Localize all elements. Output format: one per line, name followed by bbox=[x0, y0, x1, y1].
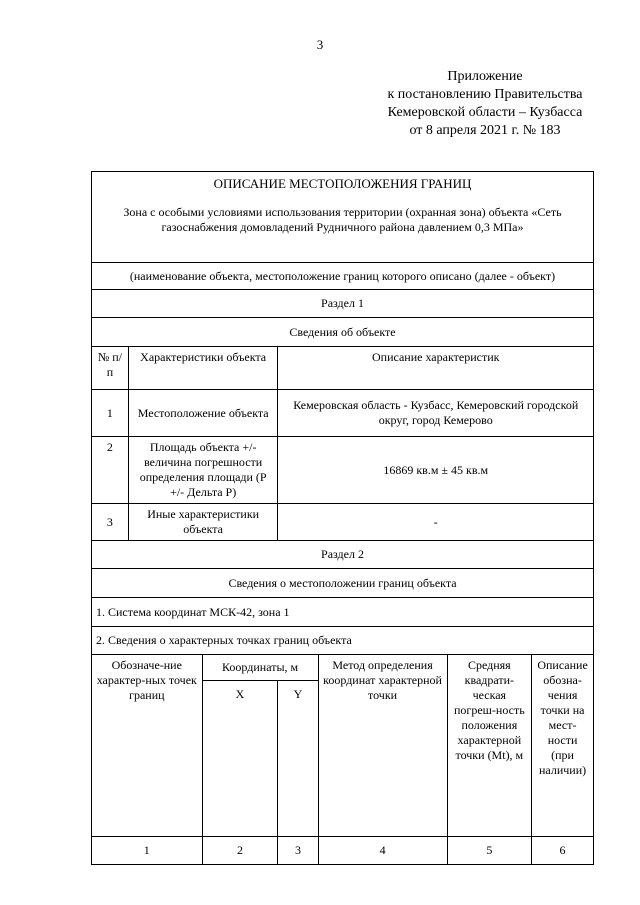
appendix-line: от 8 апреля 2021 г. № 183 bbox=[409, 123, 561, 138]
column-number: 1 bbox=[92, 837, 203, 865]
column-number: 3 bbox=[278, 837, 318, 865]
col-header-coordinates: Координаты, м bbox=[202, 655, 318, 681]
section-2-heading: Раздел 2 bbox=[92, 541, 594, 569]
appendix-line: Кемеровской области – Кузбасса bbox=[387, 105, 583, 120]
column-number: 2 bbox=[202, 837, 278, 865]
col-header-x-cell bbox=[202, 681, 278, 837]
section-1-title: Сведения об объекте bbox=[92, 318, 594, 347]
col-header-designation: Обозначе-ние характер-ных точек границ bbox=[92, 655, 203, 837]
col-header-y-cell bbox=[278, 681, 318, 837]
row-number: 3 bbox=[92, 504, 129, 541]
col-header-y: Y bbox=[293, 687, 303, 701]
appendix-header bbox=[370, 68, 600, 140]
row-description: Кемеровская область - Кузбасс, Кемеровский городской округ, город Кемерово bbox=[278, 390, 594, 437]
column-number: 6 bbox=[532, 837, 594, 865]
document-title: ОПИСАНИЕ МЕСТОПОЛОЖЕНИЯ ГРАНИЦ bbox=[213, 176, 472, 191]
row-number: 1 bbox=[92, 390, 129, 437]
row-characteristic: Местоположение объекта bbox=[128, 390, 278, 437]
row-characteristic: Иные характеристики объекта bbox=[128, 504, 278, 541]
page-number: 3 bbox=[316, 37, 324, 52]
row-description: - bbox=[278, 504, 594, 541]
object-caption: (наименование объекта, местоположение границ которого описано (далее - объект) bbox=[92, 263, 594, 290]
col-header-x: X bbox=[235, 687, 245, 701]
column-number: 5 bbox=[447, 837, 532, 865]
section-2-title: Сведения о местоположении границ объекта bbox=[92, 569, 594, 598]
coordinate-system: 1. Система координат МСК-42, зона 1 bbox=[92, 598, 594, 627]
boundary-description-table bbox=[91, 171, 594, 865]
row-description: 16869 кв.м ± 45 кв.м bbox=[278, 437, 594, 504]
row-characteristic: Площадь объекта +/- величина погрешности определения площади (Р +/- Дельта Р) bbox=[128, 437, 278, 504]
appendix-line: к постановлению Правительства bbox=[387, 87, 583, 102]
appendix-line: Приложение bbox=[447, 69, 523, 84]
column-number: 4 bbox=[318, 837, 447, 865]
title-cell bbox=[92, 172, 594, 263]
col-header-description: Описание характеристик bbox=[278, 347, 594, 390]
col-header-rmse: Средняя квадрати-ческая погреш-ность положения характерной точки (Mt), м bbox=[447, 655, 532, 837]
section-1-heading: Раздел 1 bbox=[92, 290, 594, 318]
row-number: 2 bbox=[92, 437, 129, 504]
zone-name: Зона с особыми условиями использования территории (охранная зона) объекта «Сеть газоснабжения домовладений Рудничного района давлением 0,3 МПа» bbox=[123, 205, 562, 234]
col-header-number: № п/п bbox=[92, 347, 129, 390]
col-header-characteristic: Характеристики объекта bbox=[128, 347, 278, 390]
col-header-point-description: Описание обозна-чения точки на мест-ности (при наличии) bbox=[532, 655, 594, 837]
points-title: 2. Сведения о характерных точках границ объекта bbox=[92, 627, 594, 655]
col-header-method: Метод определения координат характерной точки bbox=[318, 655, 447, 837]
